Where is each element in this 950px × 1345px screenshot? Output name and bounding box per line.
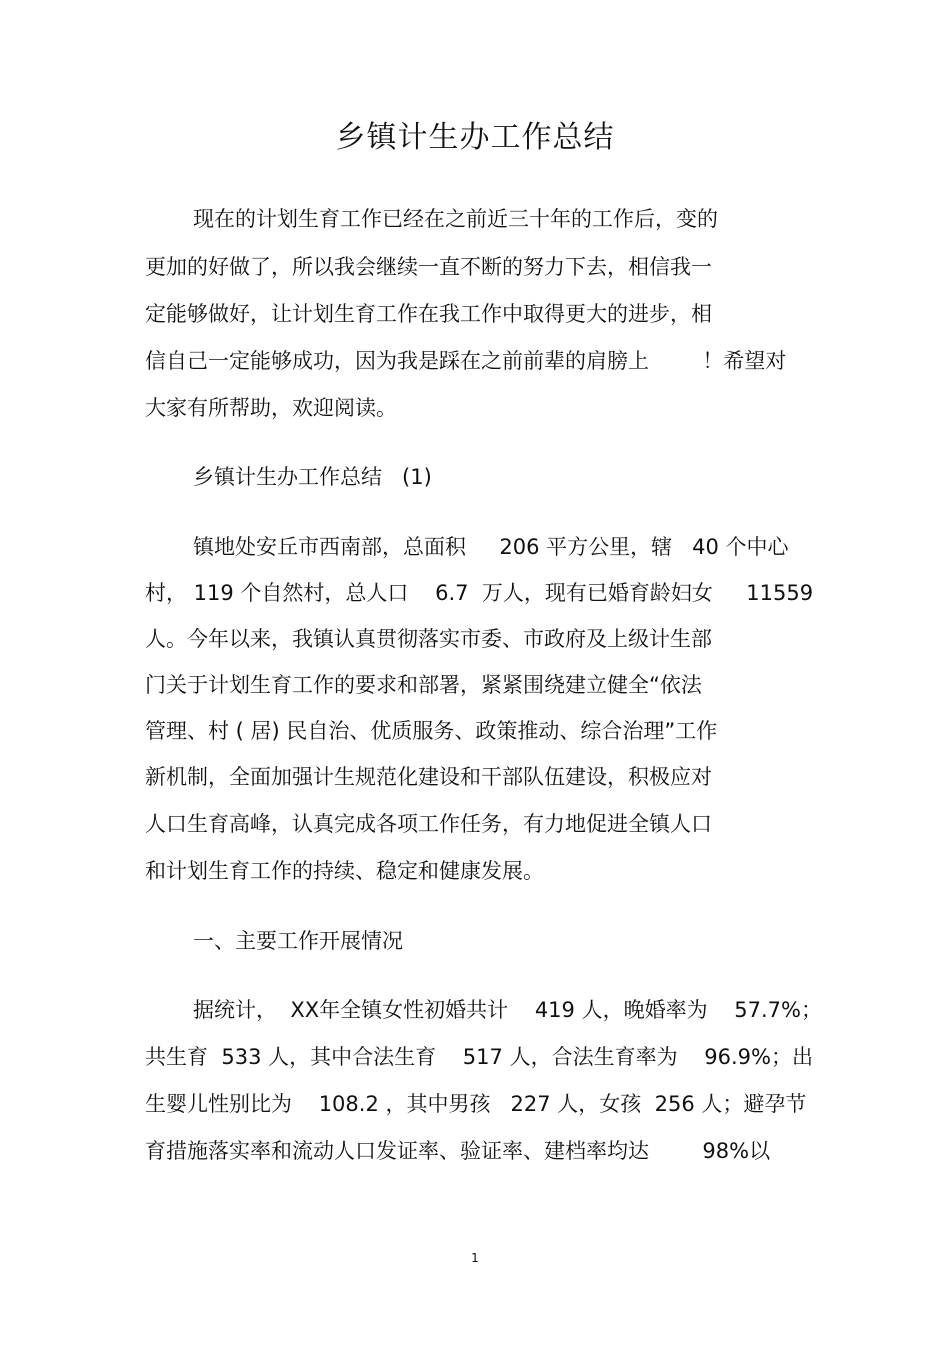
page-number: 1 bbox=[471, 1251, 479, 1265]
para2-line-4: 育措施落实率和流动人口发证率、验证率、建档率均达 98%以 bbox=[145, 1139, 771, 1163]
section-title: 乡镇计生办工作总结 (1) bbox=[193, 465, 432, 489]
para2-line-3: 生婴儿性别比为 108.2 ，其中男孩 227 人，女孩 256 人；避孕节 bbox=[145, 1092, 807, 1116]
para1-line-8: 和计划生育工作的持续、稳定和健康发展。 bbox=[145, 859, 544, 883]
intro-line-3: 定能够做好，让计划生育工作在我工作中取得更大的进步，相 bbox=[145, 302, 712, 326]
intro-line-1: 现在的计划生育工作已经在之前近三十年的工作后，变的 bbox=[193, 207, 718, 231]
para1-line-4: 门关于计划生育工作的要求和部署，紧紧围绕建立健全“依法 bbox=[145, 673, 702, 697]
intro-line-2: 更加的好做了，所以我会继续一直不断的努力下去，相信我一 bbox=[145, 255, 712, 279]
intro-line-5: 大家有所帮助，欢迎阅读。 bbox=[145, 396, 397, 420]
heading-1: 一、主要工作开展情况 bbox=[193, 929, 403, 953]
para1-line-5: 管理、村 ( 居) 民自治、优质服务、政策推动、综合治理”工作 bbox=[145, 719, 718, 743]
para1-line-3: 人。今年以来，我镇认真贯彻落实市委、市政府及上级计生部 bbox=[145, 627, 712, 651]
page-title: 乡镇计生办工作总结 bbox=[335, 120, 615, 155]
para1-line-1: 镇地处安丘市西南部，总面积 206 平方公里，辖 40 个中心 bbox=[193, 535, 789, 559]
intro-line-4: 信自己一定能够成功，因为我是踩在之前前辈的肩膀上 ！希望对 bbox=[145, 349, 787, 373]
para1-line-7: 人口生育高峰，认真完成各项工作任务，有力地促进全镇人口 bbox=[145, 812, 712, 836]
para2-line-2: 共生育 533 人，其中合法生育 517 人，合法生育率为 96.9%；出 bbox=[145, 1045, 813, 1069]
para1-line-2: 村， 119 个自然村，总人口 6.7 万人，现有已婚育龄妇女 11559 bbox=[145, 581, 814, 605]
para2-line-1: 据统计， XX年全镇女性初婚共计 419 人，晚婚率为 57.7%； bbox=[193, 998, 822, 1022]
para1-line-6: 新机制，全面加强计生规范化建设和干部队伍建设，积极应对 bbox=[145, 765, 712, 789]
